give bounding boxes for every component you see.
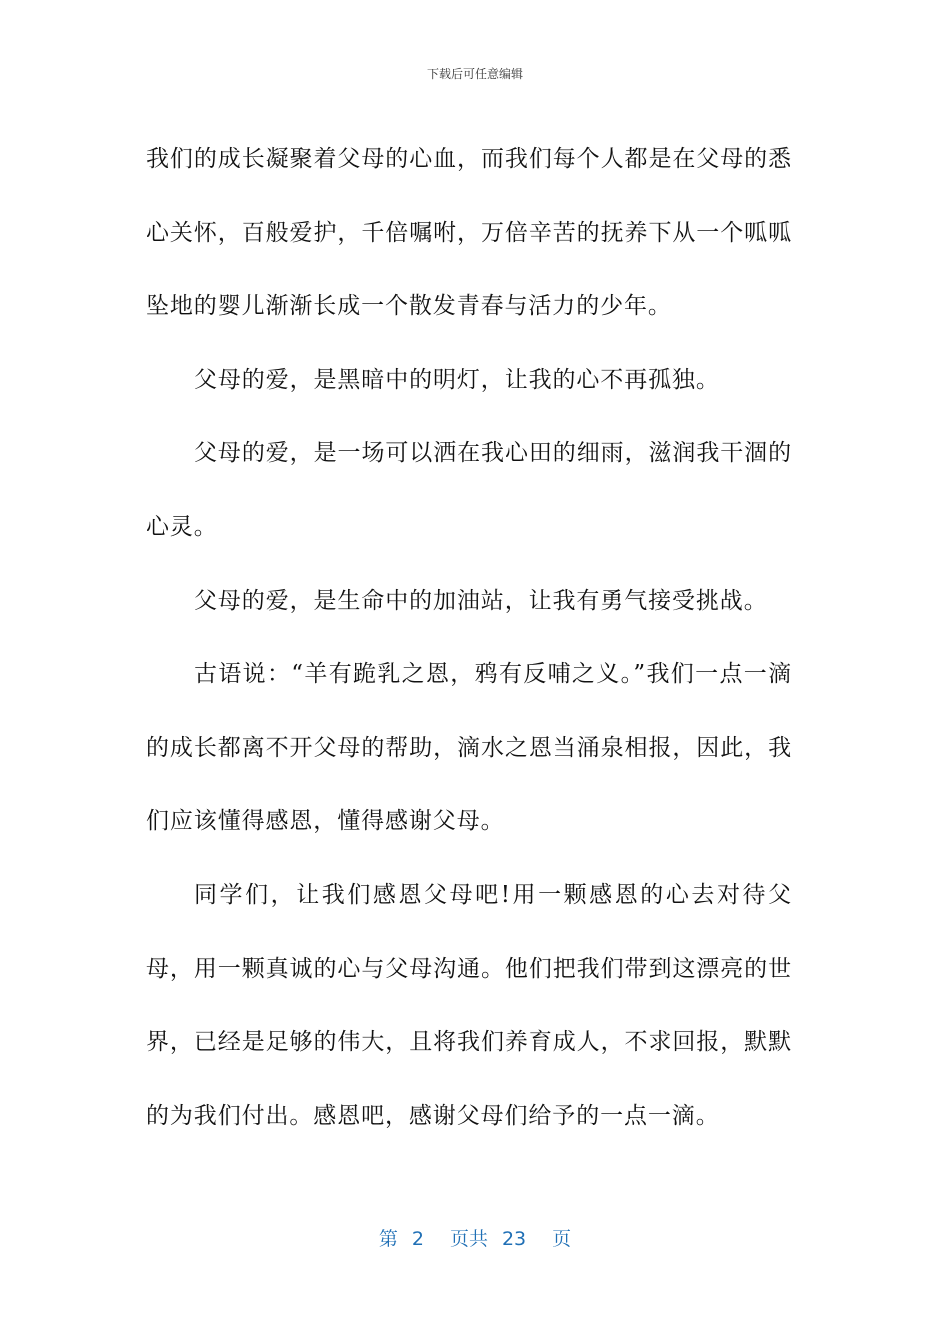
page-header: 下载后可任意编辑 (426, 67, 523, 81)
paragraph: 父母的爱，是一场可以洒在我心田的细雨，滋润我干涸的心灵。 (146, 440, 792, 540)
paragraph: 父母的爱，是黑暗中的明灯，让我的心不再孤独。 (194, 366, 720, 393)
paragraph: 同学们，让我们感恩父母吧!用一颗感恩的心去对待父母，用一颗真诚的心与父母沟通。他们把我们带到这漂亮的世界，已经是足够的伟大，且将我们养育成人，不求回报，默默的为我们付出。感恩吧，感谢父母们给予的一点一滴。 (146, 881, 792, 1129)
paragraph: 父母的爱，是生命中的加油站，让我有勇气接受挑战。 (194, 587, 768, 614)
paragraph: 古语说：“羊有跪乳之恩，鸦有反哺之义。”我们一点一滴的成长都离不开父母的帮助，滴水之恩当涌泉相报，因此，我们应该懂得感恩，懂得感谢父母。 (146, 661, 792, 835)
page-footer (0, 1226, 950, 1252)
page-middle-label: 页共 (449, 1228, 488, 1250)
page-suffix: 页 (552, 1228, 572, 1250)
page-prefix: 第 (378, 1228, 398, 1250)
total-pages-number: 23 (501, 1228, 527, 1250)
paragraph: 我们的成长凝聚着父母的心血，而我们每个人都是在父母的悉心关怀，百般爱护，千倍嘱咐，万倍辛苦的抚养下从一个呱呱坠地的婴儿渐渐长成一个散发青春与活力的少年。 (146, 146, 792, 320)
current-page-number: 2 (411, 1228, 424, 1250)
document-body (146, 123, 792, 1153)
